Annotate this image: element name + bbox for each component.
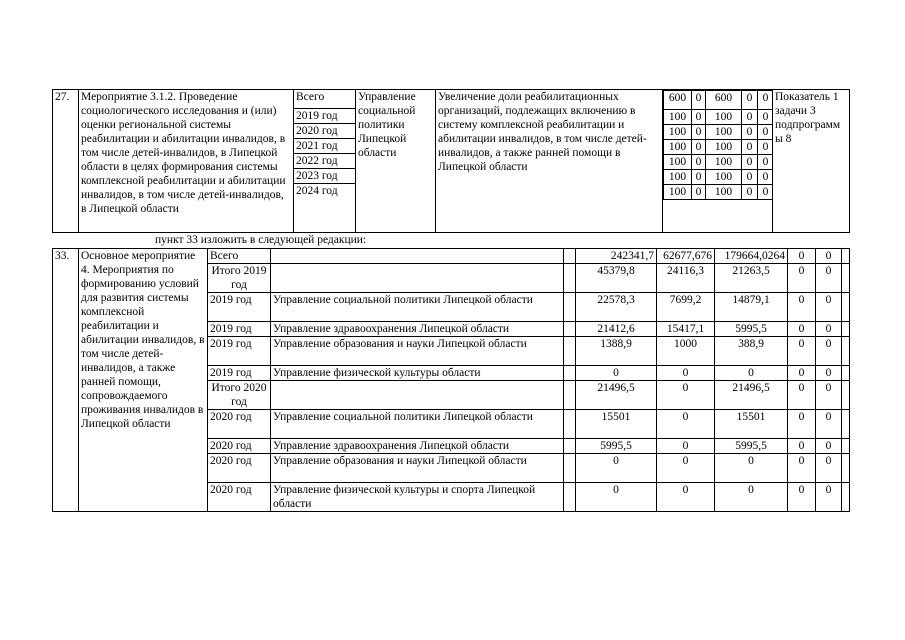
period-row — [294, 109, 355, 124]
executor-cell — [271, 249, 564, 264]
amount-cell: 5995,5 — [715, 322, 788, 337]
amount-cell: 14879,1 — [715, 293, 788, 322]
value-cell: 0 — [758, 110, 773, 125]
amount-cell: 24116,3 — [657, 264, 715, 293]
executor-cell: Управление образования и науки Липецкой области — [271, 337, 564, 366]
amount-cell: 21496,5 — [576, 381, 657, 410]
value-cell: 100 — [706, 170, 742, 185]
row-number: 27. — [53, 90, 79, 233]
amount-cell: 0 — [816, 293, 842, 322]
amount-cell: 0 — [788, 293, 816, 322]
value-cell: 0 — [692, 125, 706, 140]
amount-cell: 0 — [816, 483, 842, 512]
amount-cell: 0 — [816, 366, 842, 381]
amount-cell: 5995,5 — [715, 439, 788, 454]
value-cell: 100 — [664, 185, 692, 200]
value-cell: 0 — [742, 155, 758, 170]
amount-cell: 0 — [715, 454, 788, 483]
amendment-note: пункт 33 изложить в следующей редакции: — [155, 234, 367, 246]
value-cell: 0 — [758, 170, 773, 185]
amount-cell: 0 — [788, 410, 816, 439]
amount-cell: 0 — [788, 337, 816, 366]
amount-cell: 0 — [788, 454, 816, 483]
year-cell: 2020 год — [208, 410, 271, 439]
value-cell: 0 — [742, 170, 758, 185]
year-cell: Всего — [208, 249, 271, 264]
value-cell: 0 — [742, 91, 758, 110]
amount-cell: 0 — [816, 337, 842, 366]
executor-cell: Управление социальной политики Липецкой области — [271, 293, 564, 322]
amount-cell: 0 — [816, 439, 842, 454]
value-cell: 100 — [664, 155, 692, 170]
value-cell: 100 — [664, 140, 692, 155]
value-cell: 600 — [664, 91, 692, 110]
value-cell: 0 — [692, 110, 706, 125]
amount-cell: 242341,7 — [576, 249, 657, 264]
executor-cell: Управление физической культуры и спорта Липецкой области — [271, 483, 564, 512]
table-row-33 — [52, 248, 850, 512]
amount-cell: 0 — [657, 483, 715, 512]
values-row — [664, 110, 773, 125]
amount-cell: 0 — [715, 483, 788, 512]
period-label: 2019 год — [294, 109, 355, 124]
period-label: 2023 год — [294, 169, 355, 184]
row-number: 33. — [53, 249, 79, 512]
amount-cell: 45379,8 — [576, 264, 657, 293]
amount-cell: 0 — [657, 381, 715, 410]
blank-cell — [842, 454, 850, 483]
activity-name: Мероприятие 3.1.2. Проведение социологического исследования и (или) оценки региональной системы реабилитации и абилитации инвалидов, в том числе детей-инвалидов, в Липецкой области в целях формирования системы комплексной реабилитации и абилитации инвалидов, в том числе детей-инвалидов, в Липецкой области — [79, 90, 294, 233]
amount-cell: 0 — [788, 366, 816, 381]
amount-cell: 1000 — [657, 337, 715, 366]
amount-cell: 15417,1 — [657, 322, 715, 337]
year-cell: 2020 год — [208, 439, 271, 454]
blank-cell — [564, 322, 576, 337]
table-row-27 — [52, 89, 850, 233]
year-cell: Итого 2019 год — [208, 264, 271, 293]
amount-cell: 62677,676 — [657, 249, 715, 264]
value-cell: 0 — [742, 110, 758, 125]
value-cell: 0 — [742, 140, 758, 155]
amount-cell: 5995,5 — [576, 439, 657, 454]
value-cell: 0 — [692, 185, 706, 200]
blank-cell — [842, 366, 850, 381]
values-cell — [663, 90, 773, 233]
value-cell: 0 — [692, 91, 706, 110]
value-cell: 100 — [664, 170, 692, 185]
activity-name: Основное мероприятие 4. Мероприятия по формированию условий для развития системы комплексной реабилитации и абилитации инвалидов, в том числе детей-инвалидов, а также ранней помощи, сопровождаемого проживания инвалидов в Липецкой области — [79, 249, 208, 512]
value-cell: 0 — [692, 170, 706, 185]
value-cell: 0 — [742, 125, 758, 140]
amount-cell: 0 — [788, 322, 816, 337]
amount-cell: 0 — [816, 249, 842, 264]
value-cell: 0 — [692, 155, 706, 170]
executor-cell: Управление физической культуры области — [271, 366, 564, 381]
blank-cell — [564, 293, 576, 322]
blank-cell — [842, 381, 850, 410]
values-row — [664, 155, 773, 170]
value-cell: 100 — [664, 110, 692, 125]
value-cell: 100 — [706, 125, 742, 140]
value-cell: 100 — [664, 125, 692, 140]
executor-cell — [271, 264, 564, 293]
year-cell: 2019 год — [208, 337, 271, 366]
blank-cell — [564, 366, 576, 381]
year-cell: 2019 год — [208, 366, 271, 381]
blank-cell — [842, 337, 850, 366]
amount-cell: 0 — [788, 483, 816, 512]
amount-cell: 0 — [657, 454, 715, 483]
value-cell: 0 — [692, 140, 706, 155]
value-cell: 600 — [706, 91, 742, 110]
period-row — [294, 90, 355, 109]
amount-cell: 388,9 — [715, 337, 788, 366]
blank-cell — [842, 410, 850, 439]
blank-cell — [842, 264, 850, 293]
period-label: 2024 год — [296, 185, 338, 197]
period-row — [294, 184, 355, 199]
amount-cell: 0 — [576, 366, 657, 381]
value-cell: 0 — [758, 125, 773, 140]
values-row — [664, 125, 773, 140]
blank-cell — [564, 337, 576, 366]
amount-cell: 0 — [816, 410, 842, 439]
amount-cell: 15501 — [576, 410, 657, 439]
amount-cell: 0 — [816, 264, 842, 293]
executor-cell: Управление социальной политики Липецкой области — [271, 410, 564, 439]
periods-list — [294, 90, 355, 198]
blank-cell — [842, 293, 850, 322]
executor-cell: Управление здравоохранения Липецкой области — [271, 439, 564, 454]
values-grid — [663, 90, 773, 200]
period-row — [294, 169, 355, 184]
amount-cell: 21263,5 — [715, 264, 788, 293]
blank-cell — [842, 483, 850, 512]
amount-cell: 0 — [576, 483, 657, 512]
amount-cell: 0 — [816, 454, 842, 483]
blank-cell — [564, 264, 576, 293]
amount-cell: 0 — [788, 439, 816, 454]
amount-cell: 21496,5 — [715, 381, 788, 410]
period-row — [294, 124, 355, 139]
year-cell: 2020 год — [208, 483, 271, 512]
value-cell: 0 — [742, 185, 758, 200]
executor-cell — [271, 381, 564, 410]
indicator-text: Увеличение доли реабилитационных организаций, подлежащих включению в систему комплексной реабилитации и абилитации инвалидов, в том числе детей-инвалидов, а также ранней помощи в Липецкой области — [436, 90, 663, 233]
amount-cell: 179664,0264 — [715, 249, 788, 264]
values-row — [664, 91, 773, 110]
blank-cell — [842, 322, 850, 337]
amount-cell: 0 — [657, 439, 715, 454]
table-row — [53, 249, 850, 264]
amount-cell: 1388,9 — [576, 337, 657, 366]
executor-cell: Управление образования и науки Липецкой области — [271, 454, 564, 483]
period-label: 2021 год — [294, 139, 355, 154]
blank-cell — [564, 249, 576, 264]
indicator-link: Показатель 1 задачи 3 подпрограммы 8 — [773, 90, 850, 233]
period-label: 2020 год — [294, 124, 355, 139]
value-cell: 0 — [758, 155, 773, 170]
blank-cell — [564, 439, 576, 454]
amount-cell: 0 — [788, 264, 816, 293]
value-cell: 0 — [758, 91, 773, 110]
blank-cell — [842, 249, 850, 264]
value-cell: 0 — [758, 140, 773, 155]
year-cell: 2019 год — [208, 322, 271, 337]
amount-cell: 21412,6 — [576, 322, 657, 337]
blank-cell — [564, 483, 576, 512]
amount-cell: 0 — [657, 410, 715, 439]
value-cell: 0 — [758, 185, 773, 200]
amount-cell: 0 — [576, 454, 657, 483]
period-row — [294, 139, 355, 154]
period-row — [294, 154, 355, 169]
amount-cell: 0 — [788, 381, 816, 410]
executor-cell: Управление здравоохранения Липецкой области — [271, 322, 564, 337]
amount-cell: 0 — [715, 366, 788, 381]
value-cell: 100 — [706, 140, 742, 155]
blank-cell — [564, 410, 576, 439]
amount-cell: 22578,3 — [576, 293, 657, 322]
year-cell: 2019 год — [208, 293, 271, 322]
year-cell: Итого 2020 год — [208, 381, 271, 410]
year-cell: 2020 год — [208, 454, 271, 483]
value-cell: 100 — [706, 155, 742, 170]
period-label: Всего — [294, 90, 355, 109]
blank-cell — [564, 454, 576, 483]
amount-cell: 0 — [816, 322, 842, 337]
values-row — [664, 140, 773, 155]
amount-cell: 15501 — [715, 410, 788, 439]
values-row — [664, 170, 773, 185]
blank-cell — [564, 381, 576, 410]
executor: Управление социальной политики Липецкой области — [356, 90, 436, 233]
period-label: 2022 год — [294, 154, 355, 169]
amount-cell: 0 — [657, 366, 715, 381]
value-cell: 100 — [706, 110, 742, 125]
amount-cell: 7699,2 — [657, 293, 715, 322]
periods-cell — [294, 90, 356, 233]
amount-cell: 0 — [788, 249, 816, 264]
amount-cell: 0 — [816, 381, 842, 410]
blank-cell — [842, 439, 850, 454]
value-cell: 100 — [706, 185, 742, 200]
values-row — [664, 185, 773, 200]
